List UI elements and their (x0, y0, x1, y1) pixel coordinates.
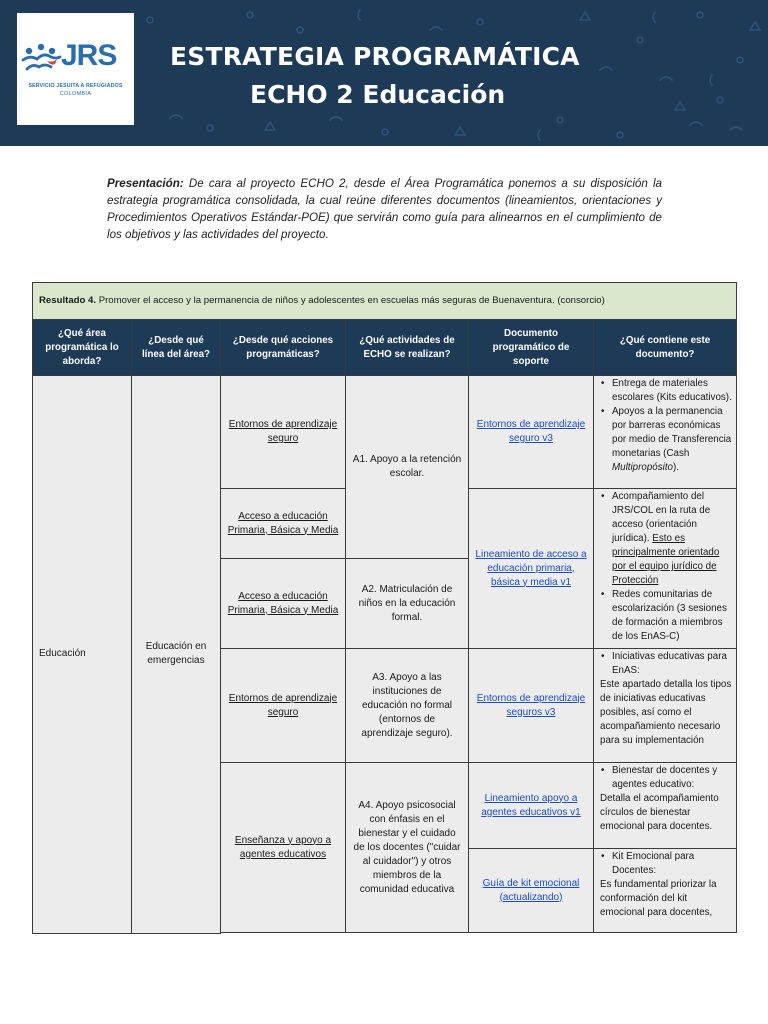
header-area: ¿Qué área programática lo aborda? (33, 320, 132, 376)
contents-bullet: • Entrega de materiales escolares (Kits educativos). (598, 377, 732, 405)
contents-text: Acompañamiento del JRS/COL en la ruta de acceso (orientación jurídica). (612, 491, 711, 544)
document-cell (469, 376, 594, 489)
page-title-line2: ECHO 2 Educación (250, 80, 506, 109)
contents-bullet (598, 405, 732, 475)
document-link[interactable]: Guía de kit emocional (actualizando) (482, 877, 580, 903)
contents-bullet: • Iniciativas educativas para EnAS: (598, 650, 732, 678)
header-banner (0, 0, 768, 146)
contents-underlined: Esto es principalmente orientado por el equipo jurídico de Protección (612, 533, 720, 586)
document-link[interactable]: Lineamiento apoyo a agentes educativos v1 (481, 792, 581, 818)
contents-cell (594, 763, 737, 849)
contents-italic: Multipropósito (612, 462, 673, 473)
strategy-table (32, 282, 737, 934)
table-row (33, 376, 737, 489)
contents-bullet: • Kit Emocional para Docentes: (598, 850, 732, 878)
action-text: Enseñanza y apoyo a agentes educativos (234, 834, 332, 860)
action-cell (221, 559, 346, 649)
document-link[interactable]: Entornos de aprendizaje seguros v3 (476, 692, 586, 718)
result-row (33, 283, 737, 320)
header-document: Documento programático de soporte (469, 320, 594, 376)
contents-text: Detalla el acompañamiento círculos de bienestar emocional para docentes. (600, 793, 719, 832)
document-cell (469, 649, 594, 763)
header-activities: ¿Qué actividades de ECHO se realizan? (346, 320, 469, 376)
page-title-line1: ESTRATEGIA PROGRAMÁTICA (170, 42, 580, 71)
presentation-label: Presentación: (107, 177, 184, 190)
action-text: Acceso a educación Primaria, Básica y Media (227, 590, 339, 616)
action-cell (221, 649, 346, 763)
contents-text: Apoyos a la permanencia por barreras económicas por medio de Transferencia monetarias (Cash (612, 406, 732, 459)
logo-wordmark: JRS (61, 39, 117, 72)
result-text: Promover el acceso y la permanencia de niños y adolescentes en escuelas más seguras de Buenaventura. (consorcio) (96, 295, 605, 306)
logo-country: COLOMBIA (59, 91, 92, 97)
area-cell: Educación (33, 376, 132, 934)
logo-subtitle: SERVICIO JESUITA A REFUGIADOS (28, 83, 123, 89)
header-line: ¿Desde qué línea del área? (132, 320, 221, 376)
document-link[interactable]: Lineamiento de acceso a educación primaria, básica y media v1 (475, 548, 587, 588)
contents-text: Este apartado detalla los tipos de iniciativas educativas posibles, así como el acompañamiento necesario para su implementación (600, 679, 732, 746)
action-cell (221, 376, 346, 489)
document-cell (469, 489, 594, 649)
document-cell (469, 849, 594, 933)
presentation-text: De cara al proyecto ECHO 2, desde el Área Programática ponemos a su disposición la estrategia programática consolidada, la cual reúne diferentes documentos (lineamientos, orientaciones y Procedimientos Operativos Estándar-POE) que servirán como guía para alinearnos en el cumplimiento de los objetivos y las actividades del proyecto. (107, 177, 662, 241)
contents-cell (594, 649, 737, 763)
presentation-paragraph (107, 175, 662, 243)
activity-cell: A2. Matriculación de niños en la educación formal. (346, 559, 469, 649)
contents-bullet: • Bienestar de docentes y agentes educativo: (598, 764, 732, 792)
table-header-row (33, 320, 737, 376)
result-cell (33, 283, 737, 320)
header-actions: ¿Desde qué acciones programáticas? (221, 320, 346, 376)
line-cell: Educación en emergencias (132, 376, 221, 934)
activity-cell: A3. Apoyo a las instituciones de educación no formal (entornos de aprendizaje seguro). (346, 649, 469, 763)
contents-text: ). (673, 462, 679, 473)
contents-cell (594, 489, 737, 649)
action-cell (221, 489, 346, 559)
contents-cell (594, 849, 737, 933)
action-text: Entornos de aprendizaje seguro (228, 419, 338, 444)
action-text: Acceso a educación Primaria, Básica y Media (227, 510, 339, 536)
contents-bullet (598, 490, 732, 588)
document-link[interactable]: Entornos de aprendizaje seguro v3 (476, 419, 586, 444)
contents-text: Es fundamental priorizar la conformación del kit emocional para docentes, (600, 879, 717, 918)
action-text: Entornos de aprendizaje seguro (228, 692, 338, 718)
result-label: Resultado 4. (39, 295, 97, 306)
action-cell (221, 763, 346, 933)
header-contents: ¿Qué contiene este documento? (594, 320, 737, 376)
activity-cell: A4. Apoyo psicosocial con énfasis en el bienestar y el cuidado de los docentes ("cuidar al cuidador") y otros miembros de la comunidad educativa (346, 763, 469, 933)
contents-cell (594, 376, 737, 489)
jrs-logo[interactable] (17, 13, 134, 125)
activity-cell: A1. Apoyo a la retención escolar. (346, 376, 469, 559)
contents-bullet: • Redes comunitarias de escolarización (3 sesiones de formación a miembros de los EnAS-C) (598, 588, 732, 644)
document-cell (469, 763, 594, 849)
